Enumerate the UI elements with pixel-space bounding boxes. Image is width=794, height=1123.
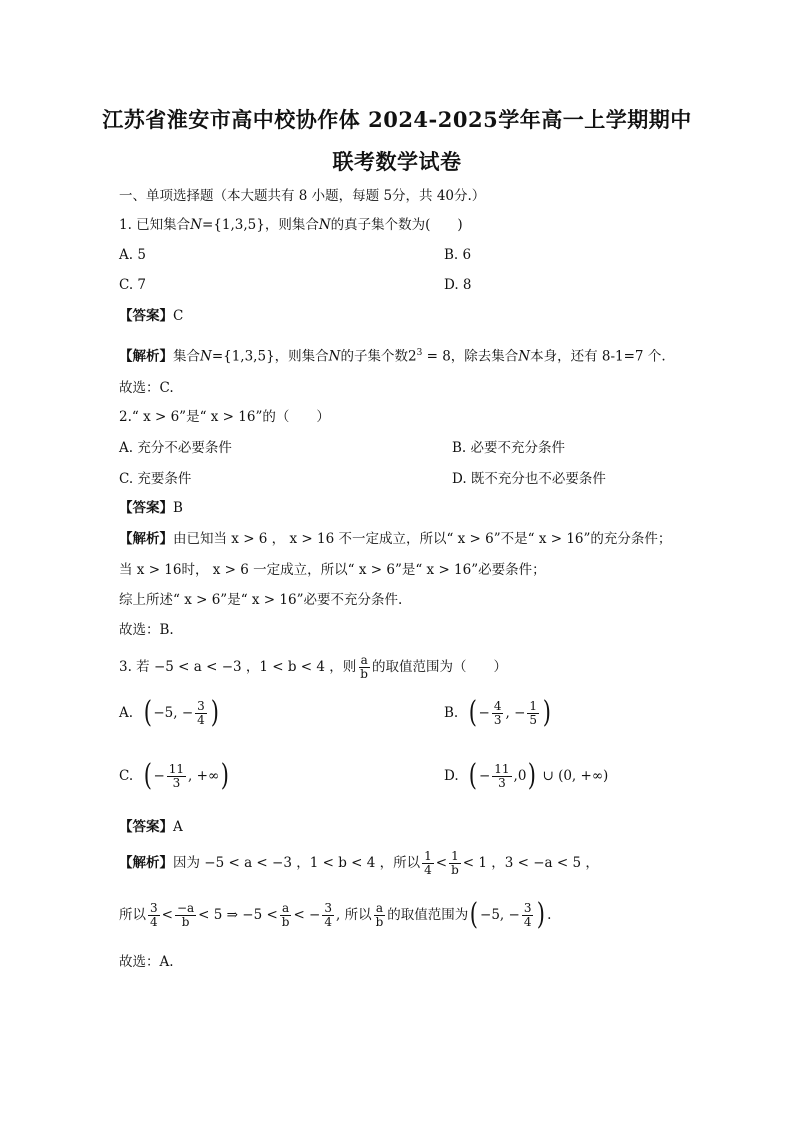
q2-answer: 【答案】B [119,500,183,516]
q3-option-b: B. ( − $\frac{4}{3}$ , − $\frac{1}{5}$ ) [444,695,551,730]
q2-analysis-1: 【解析】由已知当 x > 6 ， x > 16 不一定成立，所以“ x > 6”不是“ x > 16”的充分条件； [119,531,672,547]
q2-option-a: A. 充分不必要条件 [119,440,232,456]
q2-conclusion: 故选：B. [119,622,174,638]
section-heading: 一、单项选择题（本大题共有 8 小题，每题 5分，共 40分.） [119,188,486,204]
q1-option-b: B. 6 [444,247,472,263]
q2-analysis-3: 综上所述“ x > 6”是“ x > 16”必要不充分条件. [119,592,403,608]
page-title-line1: 江苏省淮安市高中校协作体 2024-2025学年高一上学期期中 [102,107,692,132]
q1-analysis: 【解析】集合N={1,3,5}，则集合N的子集个数$2^3 = 8$，除去集合N本身，还有 8-1=7 个. [119,348,666,365]
q3-answer: 【答案】A [119,819,183,835]
q3-stem: 3. 若 −5 < a < −3 ，1 < b < 4 ，则 $\frac{a}{b}$ 的取值范围为（ ） [119,652,507,681]
q3-option-d: D. ( − $\frac{11}{3}$ ,0 ) ∪ (0, +∞) [444,758,609,793]
q1-option-d: D. 8 [444,277,472,293]
q3-analysis-1: 【解析】 因为 −5 < a < −3 ，1 < b < 4 ，所以 $\frac{1}{4}$ < $\frac{1}{b}$ < 1 ，3 < −a < 5 ， [119,848,599,877]
q2-option-c: C. 充要条件 [119,471,192,487]
q3-analysis-2: 所以 $\frac{3}{4}$ < $\frac{-a}{b}$ < 5 ⇒ −5 < $\frac{a}{b}$ < − $\frac{3}{4}$ , 所以 $\frac{a}{b}$ 的取值范围为 ( −5, − $\frac{3}{4}$ ) . [119,897,552,932]
q1-option-c: C. 7 [119,277,147,293]
q2-stem: 2.“ x > 6”是“ x > 16”的（ ） [119,409,330,425]
q3-option-c: C. ( − $\frac{11}{3}$ , +∞ ) [119,758,230,793]
q3-option-a: A. ( −5, − $\frac{3}{4}$ ) [119,695,219,730]
q2-option-d: D. 既不充分也不必要条件 [452,471,606,487]
q1-conclusion: 故选：C. [119,380,174,396]
q1-answer: 【答案】C [119,308,184,324]
q1-stem: 1. 已知集合N={1,3,5}，则集合N的真子集个数为( ) [119,217,463,233]
q2-analysis-2: 当 x > 16时， x > 6 一定成立，所以“ x > 6”是“ x > 16”必要条件； [119,562,546,578]
q2-option-b: B. 必要不充分条件 [452,440,566,456]
q3-conclusion: 故选：A. [119,954,174,970]
page-title-line2: 联考数学试卷 [332,149,462,174]
q1-option-a: A. 5 [119,247,146,263]
